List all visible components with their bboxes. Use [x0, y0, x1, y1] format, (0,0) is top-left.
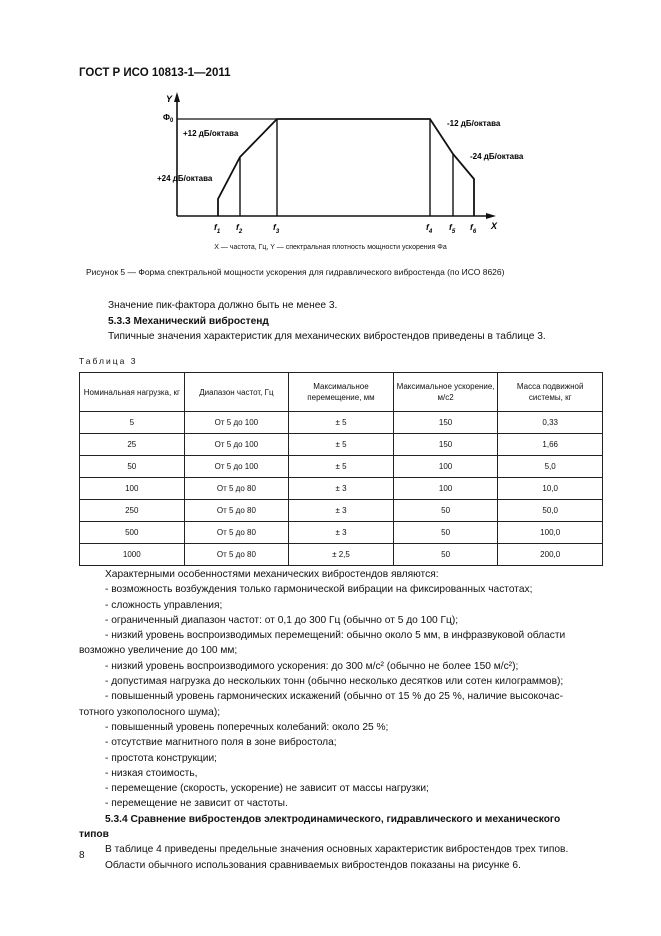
table-cell: ± 5	[289, 456, 394, 478]
col-header-displacement: Максимальное перемещение, мм	[289, 373, 394, 412]
body-line: - низкий уровень воспроизводимого ускорения: до 300 м/с² (обычно не более 150 м/с²);	[105, 660, 519, 672]
body-line: тотного узкополосного шума);	[79, 706, 221, 718]
table-cell: От 5 до 80	[184, 522, 289, 544]
y-axis-label: Y	[166, 94, 173, 104]
slope-label-minus12: -12 дБ/октава	[447, 119, 501, 128]
table-cell: 1000	[80, 544, 185, 566]
table-cell: ± 5	[289, 434, 394, 456]
table-cell: От 5 до 100	[184, 456, 289, 478]
table-cell: 50,0	[498, 500, 603, 522]
table-row	[80, 434, 603, 456]
body-line: Характерными особенностями механических вибростендов являются:	[105, 569, 439, 580]
table-cell: 5,0	[498, 456, 603, 478]
body-line: - простота конструкции;	[105, 752, 217, 764]
table-cell: 0,33	[498, 412, 603, 434]
table-cell: 10,0	[498, 478, 603, 500]
spectrum-diagram	[150, 88, 530, 238]
table-cell: 25	[80, 434, 185, 456]
body-line: - возможность возбуждения только гармонической вибрации на фиксированных частотах;	[105, 584, 533, 596]
f2-label: $f_2$	[236, 222, 243, 235]
f3-label: $f_3$	[273, 222, 280, 235]
spectrum-figure	[150, 88, 530, 238]
table-cell: ± 3	[289, 522, 394, 544]
peak-factor-text: Значение пик-фактора должно быть не менее 3.	[108, 300, 338, 311]
table-cell: ± 3	[289, 478, 394, 500]
x-axis-arrow	[486, 213, 496, 219]
table-cell: 250	[80, 500, 185, 522]
table-cell: От 5 до 80	[184, 544, 289, 566]
body-text	[79, 567, 619, 873]
y-axis-arrow	[174, 92, 180, 102]
table-header-row	[80, 373, 603, 412]
body-line: - перемещение не зависит от частоты.	[105, 798, 288, 810]
table-cell: 50	[393, 522, 498, 544]
body-line: - отсутствие магнитного поля в зоне вибростола;	[105, 737, 337, 749]
phi0-label: $\Phi_0$	[163, 112, 174, 124]
body-line: - допустимая нагрузка до нескольких тонн (обычно несколько десятков или сотен килограммов);	[105, 676, 564, 688]
table-cell: От 5 до 100	[184, 434, 289, 456]
f6-label: $f_6$	[470, 222, 477, 235]
slope-label-plus12: +12 дБ/октава	[183, 129, 239, 138]
table-cell: 150	[393, 412, 498, 434]
col-header-acceleration: Максимальное ускорение, м/с2	[393, 373, 498, 412]
table-label: Таблица 3	[79, 356, 138, 366]
table-cell: 50	[80, 456, 185, 478]
f1-label: $f_1$	[214, 222, 221, 235]
f4-label: $f_4$	[426, 222, 433, 235]
body-line: - повышенный уровень поперечных колебаний: около 25 %;	[105, 721, 389, 733]
table-row	[80, 500, 603, 522]
f5-label: $f_5$	[449, 222, 456, 235]
table-row	[80, 412, 603, 434]
slope-label-minus24: -24 дБ/октава	[470, 152, 524, 161]
figure-legend: X — частота, Гц, Y — спектральная плотность мощности ускорения Φa	[214, 244, 447, 251]
body-line: - перемещение (скорость, ускорение) не зависит от массы нагрузки;	[105, 783, 429, 795]
page-number: 8	[79, 850, 85, 861]
body-line: - ограниченный диапазон частот: от 0,1 до 300 Гц (обычно от 5 до 100 Гц);	[105, 614, 459, 626]
table-row	[80, 544, 603, 566]
table-cell: 500	[80, 522, 185, 544]
table-cell: 150	[393, 434, 498, 456]
table-cell: От 5 до 100	[184, 412, 289, 434]
body-line: Области обычного использования сравниваемых вибростендов показаны на рисунке 6.	[105, 859, 521, 871]
col-header-mass: Масса подвижной системы, кг	[498, 373, 603, 412]
table-cell: ± 5	[289, 412, 394, 434]
body-line: - низкая стоимость,	[105, 767, 198, 779]
table-cell: 100	[393, 456, 498, 478]
table-row	[80, 522, 603, 544]
table-cell: 100	[393, 478, 498, 500]
table-intro-text: Типичные значения характеристик для механических вибростендов приведены в таблице 3.	[108, 331, 546, 342]
table-row	[80, 456, 603, 478]
table-cell: ± 3	[289, 500, 394, 522]
body-line: 5.3.4 Сравнение вибростендов электродинамического, гидравлического и механического	[105, 813, 561, 825]
body-line: - сложность управления;	[105, 599, 223, 611]
body-line: - повышенный уровень гармонических искажений (обычно от 15 % до 25 %, наличие высокочас-	[105, 691, 563, 703]
table-cell: 100	[80, 478, 185, 500]
body-line: В таблице 4 приведены предельные значения основных характеристик вибростендов трех типов.	[105, 844, 569, 856]
table-cell: 5	[80, 412, 185, 434]
table-cell: От 5 до 80	[184, 500, 289, 522]
table-cell: 50	[393, 544, 498, 566]
table-cell: От 5 до 80	[184, 478, 289, 500]
spectrum-curve	[218, 119, 474, 216]
col-header-load: Номинальная нагрузка, кг	[80, 373, 185, 412]
slope-label-plus24: +24 дБ/октава	[157, 174, 213, 183]
table-cell: 200,0	[498, 544, 603, 566]
section-heading-5-3-3: 5.3.3 Механический вибростенд	[108, 316, 269, 327]
x-axis-label: X	[491, 221, 498, 231]
characteristics-table	[79, 372, 603, 566]
body-line: - низкий уровень воспроизводимых перемещений: обычно около 5 мм, в инфразвуковой области	[105, 630, 566, 642]
document-header: ГОСТ Р ИСО 10813-1—2011	[79, 67, 231, 79]
figure-caption: Рисунок 5 — Форма спектральной мощности ускорения для гидравлического вибростенда (по ИСО 8626)	[86, 267, 505, 277]
body-line: возможно увеличение до 100 мм;	[79, 645, 238, 657]
table-row	[80, 478, 603, 500]
table-cell: ± 2,5	[289, 544, 394, 566]
table-cell: 1,66	[498, 434, 603, 456]
table-cell: 50	[393, 500, 498, 522]
body-line: типов	[79, 829, 109, 841]
table-cell: 100,0	[498, 522, 603, 544]
col-header-frequency: Диапазон частот, Гц	[184, 373, 289, 412]
